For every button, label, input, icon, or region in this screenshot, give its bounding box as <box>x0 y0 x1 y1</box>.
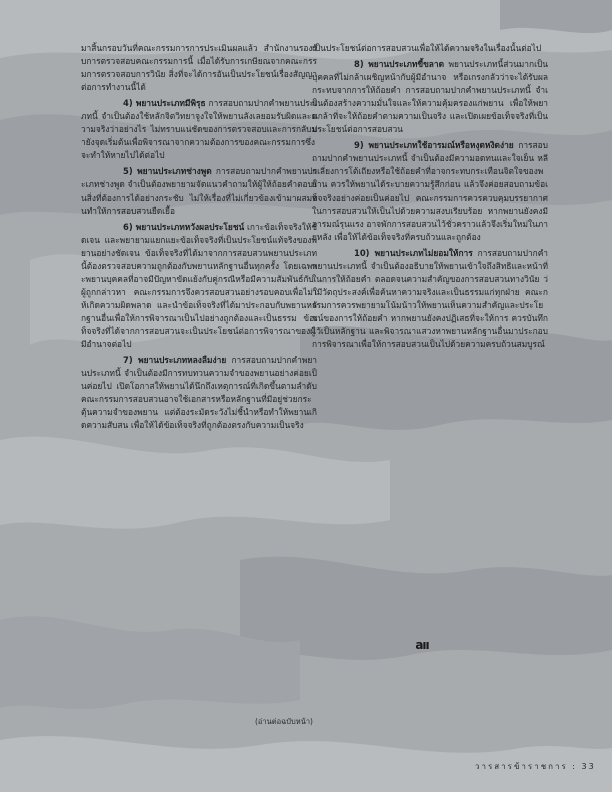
paragraph <box>312 139 548 243</box>
paragraph-body: การสอบถามปากคำพยานประเภทช่างพูด จำเป็นต้องพยายามจัดแนวคำถามให้ผู้ให้ถ้อยคำตอบในสิ่งที่ต้องการได้อย่างกระชับ ไม่ให้เรื่องที่ไม่เกี่ยวข้องเข้ามาผสมจนทำให้การสอบสวนยืดเยื้อ <box>81 166 317 216</box>
paragraph <box>312 247 548 351</box>
paragraph-heading: 7) พยานประเภทหลงลืมง่าย <box>123 355 227 366</box>
paragraph: เป็นประโยชน์ต่อการสอบสวนเพื่อให้ได้ความจริงในเรื่องนั้นต่อไป <box>312 43 542 53</box>
continued-next-issue-label: (อ่านต่อฉบับหน้า) <box>255 717 313 726</box>
paragraph <box>312 58 548 136</box>
right-text-column <box>312 42 548 638</box>
paragraph-heading: 5) พยานประเภทช่างพูด <box>123 166 212 177</box>
paragraph <box>81 221 317 351</box>
paragraph-body: การสอบถามปากคำพยานประเภทนี้ จำเป็นต้องใช้หลักจิตวิทยาจูงใจให้พยานลังเลยอมรับผิดและความจริงว่าอย่างไร ไม่ทราบแน่ชัดของการตรวจสอบและการกลับมายังจุดเริ่มต้นเพื่อพิจารณาจากความต้องการของคณะกรรมการซึ่งจะทำให้หายไปได้ต่อไป <box>81 98 317 161</box>
paragraph <box>81 165 317 217</box>
paragraph-body: การสอบถามปากคำพยานประเภทนี้ จำเป็นต้องอธิบายให้พยานเข้าใจถึงสิทธิและหน้าที่ในการให้ถ้อยคำ ตลอดจนความสำคัญของการสอบสวนทางวินัย ว่ามีวัตถุประสงค์เพื่อค้นหาความจริงและเป็นธรรมแก่ทุกฝ่าย คณะกรรมการควรพยายามโน้มน้าวให้พยานเห็นความสำคัญและประโยชน์ของการให้ถ้อยคำ หากพยานยังคงปฏิเสธที่จะให้การ ควรบันทึกไว้เป็นหลักฐาน และพิจารณาแสวงหาพยานหลักฐานอื่นมาประกอบการพิจารณาเพื่อให้การสอบสวนเป็นไปด้วยความครบถ้วนสมบูรณ์ <box>312 247 548 350</box>
paragraph-heading: 10) พยานประเภทไม่ยอมให้การ <box>354 247 473 258</box>
paragraph: มาสิ้นกรอบวันที่คณะกรรมการการประเมินผลแล้ว สำนักงานรองรับการตรวจสอบคณะกรรมการนี้ เมื่อได้รับการเกษียณจากคณะกรรมการตรวจสอบการวินัย สิ่งที่จะได้การอันเป็นประโยชน์เรื่องสัญญาต่อการทำงานนี้ได้ <box>81 43 317 93</box>
publisher-logo-mark: aıı <box>415 638 429 652</box>
paragraph-heading: 9) พยานประเภทใช้อารมณ์หรือหงุดหงิดง่าย <box>354 140 514 151</box>
page-footer: วารสารข้าราชการ : 33 <box>475 762 596 771</box>
paragraph-heading: 4) พยานประเภทมีพิรุธ <box>123 98 206 109</box>
paragraph-heading: 8) พยานประเภทขี้ขลาด <box>354 59 445 70</box>
paragraph <box>81 97 317 162</box>
paragraph-body: เกาะข้อเท็จจริงให้ชัดเจน และพยายามแยกแยะข้อเท็จจริงที่เป็นประโยชน์แท้จริงของพยานอย่างชัดเจน ข้อเท็จจริงที่ได้มาจากการสอบสวนพยานประเภทนี้ต้องตรวจสอบความถูกต้องกับพยานหลักฐานอื่นทุกครั้ง โดยเฉพาะพยานบุคคลที่อาจมีปัญหาขัดแย้งกับคู่กรณีหรือมีความสัมพันธ์กับผู้ถูกกล่าวหา คณะกรรมการจึงควรสอบสวนอย่างรอบคอบเพื่อไม่ให้เกิดความผิดพลาด และนำข้อเท็จจริงที่ได้มาประกอบกับพยานหลักฐานอื่นเพื่อให้การพิจารณาเป็นไปอย่างถูกต้องและเป็นธรรม ข้อเท็จจริงที่ได้จากการสอบสวนจะเป็นประโยชน์ต่อการพิจารณาของผู้มีอำนาจต่อไป <box>81 221 317 350</box>
paragraph-body: การสอบถามปากคำพยานประเภทนี้ จำเป็นต้องมีการทบทวนความจำของพยานอย่างค่อยเป็นค่อยไป เปิดโอกาสให้พยานได้นึกถึงเหตุการณ์ที่เกิดขึ้นตามลำดับ คณะกรรมการสอบสวนอาจใช้เอกสารหรือหลักฐานที่มีอยู่ช่วยกระตุ้นความจำของพยาน แต่ต้องระมัดระวังไม่ชี้นำหรือทำให้พยานเกิดความสับสน เพื่อให้ได้ข้อเท็จจริงที่ถูกต้องตรงกับความเป็นจริง <box>81 355 317 431</box>
paragraph-body: พยานประเภทนี้ส่วนมากเป็นบุคคลที่ไม่กล้าเผชิญหน้ากับผู้มีอำนาจ หรือเกรงกลัวว่าจะได้รับผลกระทบจากการให้ถ้อยคำ การสอบถามปากคำพยานประเภทนี้ จำเป็นต้องสร้างความมั่นใจและให้ความคุ้มครองแก่พยาน เพื่อให้พยานกล้าที่จะให้ถ้อยคำตามความเป็นจริง และเปิดเผยข้อเท็จจริงที่เป็นประโยชน์ต่อการสอบสวน <box>312 59 548 135</box>
paragraph <box>81 354 317 432</box>
paragraph-heading: 6) พยานประเภทหวังผลประโยชน์ <box>123 221 245 232</box>
left-text-column <box>81 42 317 722</box>
paragraph-body: การสอบถามปากคำพยานประเภทนี้ จำเป็นต้องมีความอดทนและใจเย็น หลีกเลี่ยงการโต้เถียงหรือใช้ถ้อยคำที่อาจกระทบกระเทือนจิตใจของพยาน ควรให้พยานได้ระบายความรู้สึกก่อน แล้วจึงค่อยสอบถามข้อเท็จจริงอย่างค่อยเป็นค่อยไป คณะกรรมการควรควบคุมบรรยากาศในการสอบสวนให้เป็นไปด้วยความสงบเรียบร้อย หากพยานยังคงมีอารมณ์รุนแรง อาจพักการสอบสวนไว้ชั่วคราวแล้วจึงเริ่มใหม่ในภายหลัง เพื่อให้ได้ข้อเท็จจริงที่ครบถ้วนและถูกต้อง <box>312 140 548 242</box>
